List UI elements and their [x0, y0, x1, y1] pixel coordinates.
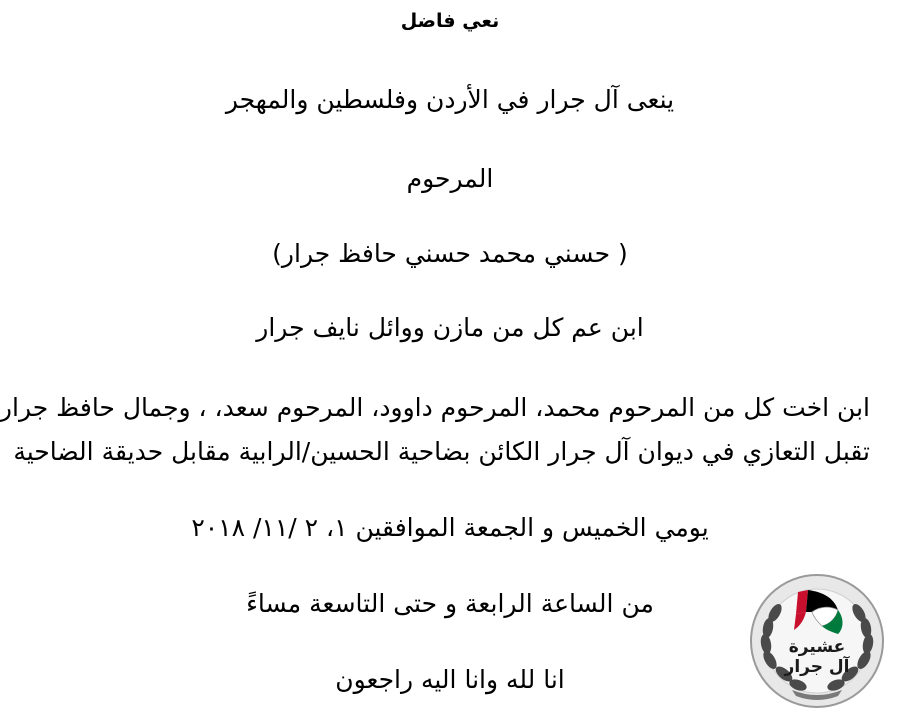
- tribe-emblem-icon: [748, 572, 886, 710]
- notice-line-closing-verse: انا لله وانا اليه راجعون: [335, 665, 565, 694]
- notice-line-deceased-name: ( حسني محمد حسني حافظ جرار): [272, 239, 628, 268]
- notice-line-condolences-hours: من الساعة الرابعة و حتى التاسعة مساءً: [246, 589, 654, 618]
- notice-title: نعي فاضل: [400, 10, 500, 32]
- notice-line-condolences-dates: يومي الخميس و الجمعة الموافقين ١، ٢ /١١/ ٢٠١٨: [191, 513, 709, 542]
- tribe-emblem-text-line2: آل جرار: [784, 657, 850, 677]
- notice-line-announcement: ينعى آل جرار في الأردن وفلسطين والمهجر: [225, 85, 675, 114]
- tribe-emblem-text-line1: عشيرة: [788, 637, 846, 657]
- notice-line-condolences-location: تقبل التعازي في ديوان آل جرار الكائن بضاحية الحسين/الرابية مقابل حديقة الضاحية: [13, 437, 870, 466]
- tribe-emblem-graphic: [748, 572, 886, 710]
- notice-line-cousins: ابن عم كل من مازن ووائل نايف جرار: [256, 313, 644, 342]
- notice-line-deceased-label: المرحوم: [406, 164, 494, 193]
- notice-line-nephew: ابن اخت كل من المرحوم محمد، المرحوم داوود، المرحوم سعد، ، وجمال حافظ جرار: [0, 393, 870, 422]
